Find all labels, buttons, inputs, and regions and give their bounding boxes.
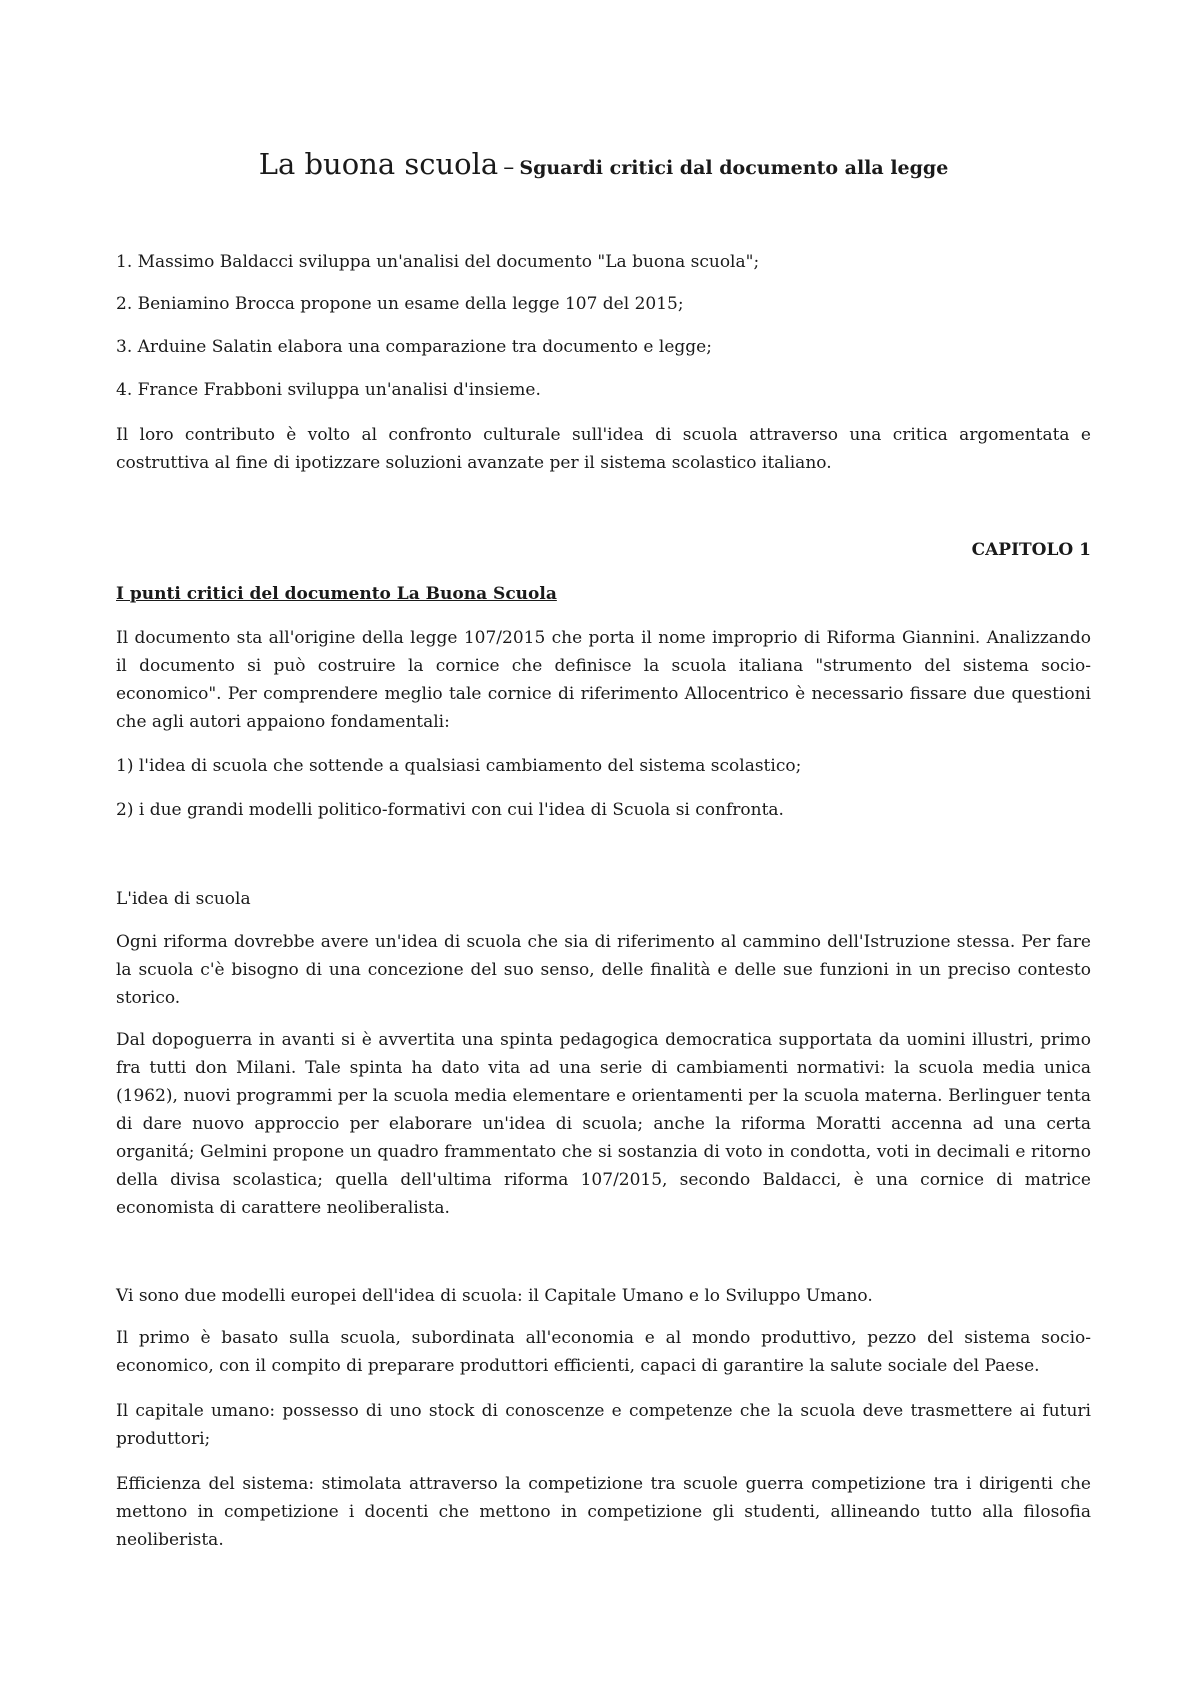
intro-list-item: 1. Massimo Baldacci sviluppa un'analisi del documento "La buona scuola"; (116, 252, 760, 272)
efficiency-paragraph: Efficienza del sistema: stimolata attraverso la competizione tra scuole guerra competizione tra i dirigenti che mettono in competizione i docenti che mettono in competizione gli studenti, allineando tutto alla filosofia neoliberista. (116, 1474, 1091, 1550)
idea-paragraph-2: Dal dopoguerra in avanti si è avvertita una spinta pedagogica democratica supportata da uomini illustri, primo fra tutti don Milani. Tale spinta ha dato vita ad una serie di cambiamenti normativi: la scuola media unica (1962), nuovi programmi per la scuola media elementare e orientamenti per la scuola materna. Berlinguer tenta di dare nuovo approccio per elaborare un'idea di scuola; anche la riforma Moratti accenna ad una certa organitá; Gelmini propone un quadro frammentato che si sostanzia di voto in condotta, voti in decimali e ritorno della divisa scolastica; quella dell'ultima riforma 107/2015, secondo Baldacci, è una cornice di matrice economista di carattere neoliberalista. (116, 1030, 1091, 1218)
title-subtitle: Sguardi critici dal documento alla legge (519, 157, 949, 179)
human-capital-paragraph: Il capitale umano: possesso di uno stock di conoscenze e competenze che la scuola deve trasmettere ai futuri produttori; (116, 1401, 1091, 1449)
intro-list-item: 2. Beniamino Brocca propone un esame della legge 107 del 2015; (116, 294, 684, 314)
intro-paragraph: Il loro contributo è volto al confronto culturale sull'idea di scuola attraverso una critica argomentata e costruttiva al fine di ipotizzare soluzioni avanzate per il sistema scolastico italiano. (116, 425, 1091, 473)
chapter-heading-line (116, 580, 1091, 608)
question-item: 2) i due grandi modelli politico-formativi con cui l'idea di Scuola si confronta. (116, 800, 784, 820)
idea-paragraph-1: Ogni riforma dovrebbe avere un'idea di scuola che sia di riferimento al cammino dell'Istruzione stessa. Per fare la scuola c'è bisogno di una concezione del suo senso, delle finalità e delle sue funzioni in un preciso contesto storico. (116, 932, 1091, 1008)
intro-list-item: 3. Arduine Salatin elabora una comparazione tra documento e legge; (116, 337, 712, 357)
chapter-heading: I punti critici del documento La Buona Scuola (116, 584, 557, 604)
subheading-idea: L'idea di scuola (116, 889, 251, 909)
chapter-paragraph: Il documento sta all'origine della legge 107/2015 che porta il nome improprio di Riforma Giannini. Analizzando il documento si può costruire la cornice che definisce la scuola italiana "strumento del sistema socio-economico". Per comprendere meglio tale cornice di riferimento Allocentrico è necessario fissare due questioni che agli autori appaiono fondamentali: (116, 628, 1091, 732)
question-item: 1) l'idea di scuola che sottende a qualsiasi cambiamento del sistema scolastico; (116, 756, 802, 776)
document-title (116, 147, 1091, 181)
chapter-label: CAPITOLO 1 (971, 540, 1091, 560)
models-paragraph: Vi sono due modelli europei dell'idea di scuola: il Capitale Umano e lo Sviluppo Umano. (116, 1286, 873, 1306)
first-model-paragraph: Il primo è basato sulla scuola, subordinata all'economia e al mondo produttivo, pezzo del sistema socio-economico, con il compito di preparare produttori efficienti, capaci di garantire la salute sociale del Paese. (116, 1328, 1091, 1376)
intro-list-item: 4. France Frabboni sviluppa un'analisi d'insieme. (116, 380, 541, 400)
title-main: La buona scuola (258, 147, 499, 181)
title-separator: – (503, 155, 515, 180)
